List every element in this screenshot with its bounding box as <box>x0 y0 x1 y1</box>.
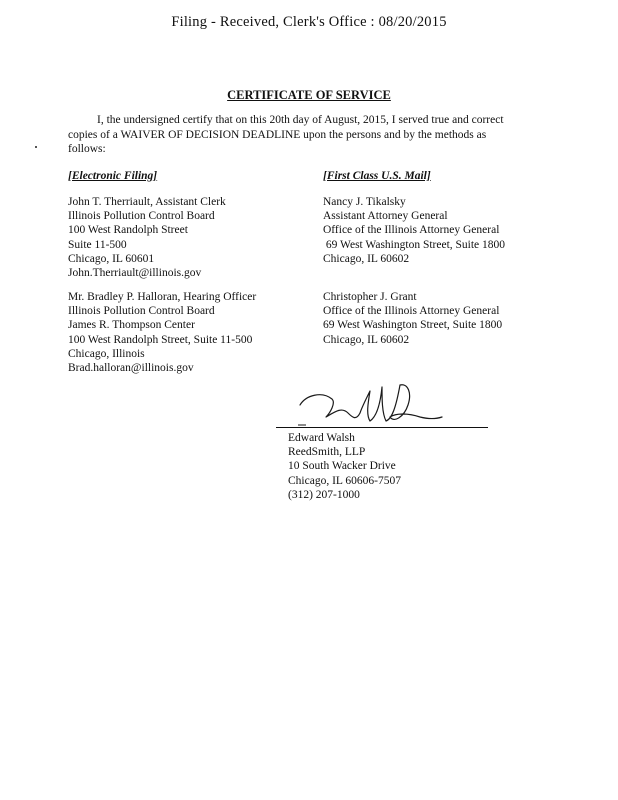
address-line: Chicago, IL 60601 <box>68 252 155 265</box>
address-line: 100 West Randolph Street <box>68 224 188 237</box>
address-line: Illinois Pollution Control Board <box>68 210 215 223</box>
signatory-name: Edward Walsh <box>288 432 355 444</box>
address-line: Nancy J. Tikalsky <box>323 196 406 208</box>
address-line: Office of the Illinois Attorney General <box>323 224 500 237</box>
address-line: Suite 11-500 <box>68 238 127 251</box>
recipient-therriault <box>68 195 226 280</box>
email-line: Brad.halloran@illinois.gov <box>68 362 194 375</box>
address-line: Illinois Pollution Control Board <box>68 305 215 318</box>
scan-speck <box>35 146 37 148</box>
address-line: James R. Thompson Center <box>68 319 195 332</box>
statement-line-1: I, the undersigned certify that on this 20th day of August, 2015, I served true and correct <box>97 114 504 126</box>
certificate-statement <box>68 113 558 157</box>
recipient-tikalsky <box>323 195 505 266</box>
handwritten-signature <box>296 377 446 437</box>
address-line: John T. Therriault, Assistant Clerk <box>68 196 226 208</box>
signature-line <box>276 427 488 428</box>
first-class-mail-heading: [First Class U.S. Mail] <box>323 170 431 182</box>
signatory-block <box>288 431 401 502</box>
signatory-firm: ReedSmith, LLP <box>288 446 366 459</box>
address-line: Chicago, Illinois <box>68 347 145 360</box>
address-line: 69 West Washington Street, Suite 1800 <box>323 319 503 332</box>
address-line: Assistant Attorney General <box>323 210 448 223</box>
statement-line-2: copies of a WAIVER OF DECISION DEADLINE upon the persons and by the methods as <box>68 128 487 141</box>
address-line: Chicago, IL 60602 <box>323 252 410 265</box>
signatory-city: Chicago, IL 60606-7507 <box>288 474 401 487</box>
certificate-title: CERTIFICATE OF SERVICE <box>227 88 391 102</box>
address-line: 100 West Randolph Street, Suite 11-500 <box>68 333 253 346</box>
address-line: Christopher J. Grant <box>323 291 417 303</box>
address-line: Chicago, IL 60602 <box>323 333 410 346</box>
recipient-halloran <box>68 290 256 375</box>
address-line: 69 West Washington Street, Suite 1800 <box>323 238 506 251</box>
email-line: John.Therriault@illinois.gov <box>68 267 202 280</box>
signatory-phone: (312) 207-1000 <box>288 488 360 501</box>
address-line: Mr. Bradley P. Halloran, Hearing Officer <box>68 291 257 303</box>
recipient-grant <box>323 290 502 347</box>
electronic-filing-heading: [Electronic Filing] <box>68 170 158 182</box>
address-line: Office of the Illinois Attorney General <box>323 305 500 318</box>
filing-stamp: Filing - Received, Clerk's Office : 08/20/2015 <box>171 14 447 30</box>
signatory-street: 10 South Wacker Drive <box>288 460 396 473</box>
statement-line-3: follows: <box>68 143 106 155</box>
